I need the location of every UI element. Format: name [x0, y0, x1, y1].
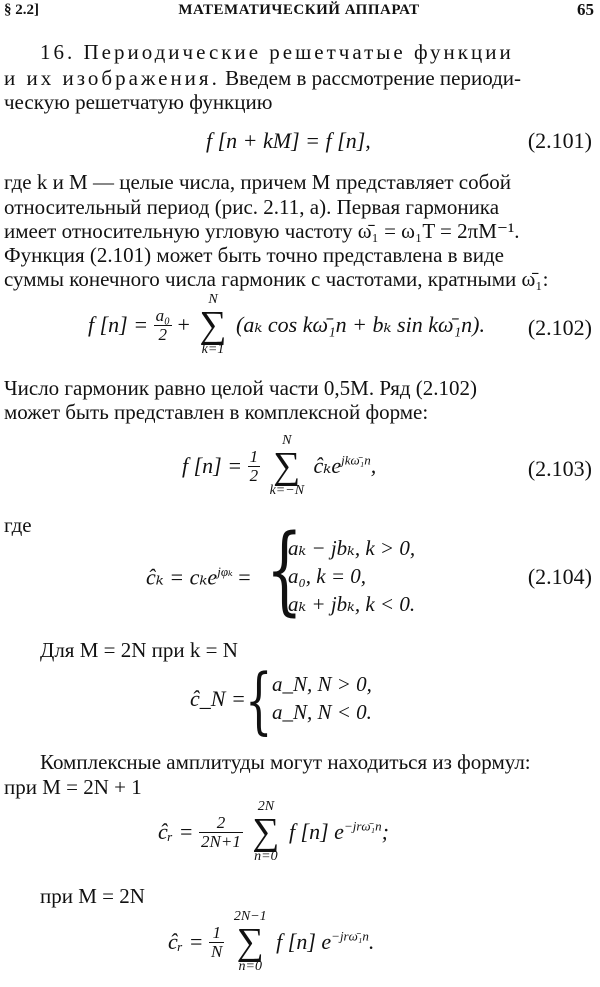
case-row: aₖ + jbₖ, k < 0. — [288, 592, 416, 616]
fraction: $\frac{\text{a₀}}{2}$ — [155, 305, 171, 344]
running-title: МАТЕМАТИЧЕСКИЙ АППАРАТ — [178, 2, 420, 18]
left-brace: { — [266, 514, 303, 626]
equation-body: f [n + kM] = f [n], — [206, 128, 371, 153]
para6: при M = 2N — [40, 884, 145, 908]
case-row: aₖ − jbₖ, k > 0, — [288, 536, 416, 560]
equation-number: (2.102) — [527, 315, 592, 340]
section-ref: § 2.2] — [4, 2, 39, 18]
page-number: 65 — [577, 0, 594, 19]
summation: N ∑ k=1 — [199, 292, 227, 357]
para1-line2: и их изображения. Введем в рассмотрение периоди- — [4, 66, 522, 90]
equation-cr-even: ĉᵣ = $\frac{1}{N}$ 2N−1 ∑ n=0 f [n] $e^{-jr\omegā_1n}$. — [168, 909, 375, 974]
para5-line1: Комплексные амплитуды могут находиться из формул: — [40, 750, 531, 774]
case-row: a₀, k = 0, — [288, 564, 367, 588]
para1-line3: ческую решетчатую функцию — [4, 90, 273, 114]
para4: Для M = 2N при k = N — [40, 638, 238, 662]
equation-number: (2.103) — [527, 456, 592, 481]
summation: 2N ∑ n=0 — [252, 799, 280, 864]
fraction: $\frac{1}{2}$ — [249, 446, 259, 485]
equation-cr-odd: ĉᵣ = $\frac{2}{2N+1}$ 2N ∑ n=0 f [n] $e^{-jr\omegā_1n}$; — [158, 799, 389, 864]
fraction: $\frac{1}{N}$ — [211, 922, 223, 961]
para5-line2: при M = 2N + 1 — [4, 775, 142, 799]
para2-line3: имеет относительную угловую частоту ω̄₁ = ω₁T = 2πM⁻¹. — [4, 219, 520, 243]
where-label: где — [4, 513, 32, 537]
equation-2-102: f [n] = $\frac{\text{a₀}}{2}$ + N ∑ k=1 (aₖ cos kω̄₁n + bₖ sin kω̄₁n). (2.102) — [88, 292, 592, 357]
case-row: a_N, N < 0. — [272, 700, 372, 724]
equation-cn: ĉ_N = { a_N, N > 0, a_N, N < 0. — [0, 666, 600, 730]
equation-2-101 — [0, 128, 600, 158]
para3-line1: Число гармоник равно целой части 0,5M. Ряд (2.102) — [4, 376, 478, 400]
summation: 2N−1 ∑ n=0 — [233, 909, 267, 974]
equation-number: (2.104) — [527, 564, 592, 589]
case-row: a_N, N > 0, — [272, 672, 372, 696]
para3-line2: может быть представлен в комплексной форме: — [4, 400, 429, 424]
fraction: $\frac{2}{2N+1}$ — [201, 812, 241, 851]
para2-line5: суммы конечного числа гармоник с частотами, кратными ω̄₁: — [4, 267, 549, 291]
page-header — [4, 2, 594, 24]
equation-2-104: ĉₖ = cₖe$^{j\varphi_k}$ = { aₖ − jbₖ, k > 0, a₀, k = 0, aₖ + jbₖ, k < 0. (2.104) — [146, 514, 592, 626]
para2-line4: Функция (2.101) может быть точно представлена в виде — [4, 243, 504, 267]
para2-line1: где k и M — целые числа, причем M представляет собой — [4, 170, 512, 194]
para1-line1: 16. Периодические решетчатые функции — [40, 40, 514, 64]
summation: N ∑ k=−N — [269, 433, 305, 498]
para2-line2: относительный период (рис. 2.11, a). Первая гармоника — [4, 195, 500, 219]
left-brace: { — [245, 658, 273, 742]
equation-number: (2.101) — [527, 128, 592, 153]
equation-2-103: f [n] = $\frac{1}{2}$ N ∑ k=−N ĉₖe$^{jk\omegā_1n}$, (2.103) — [182, 433, 592, 498]
